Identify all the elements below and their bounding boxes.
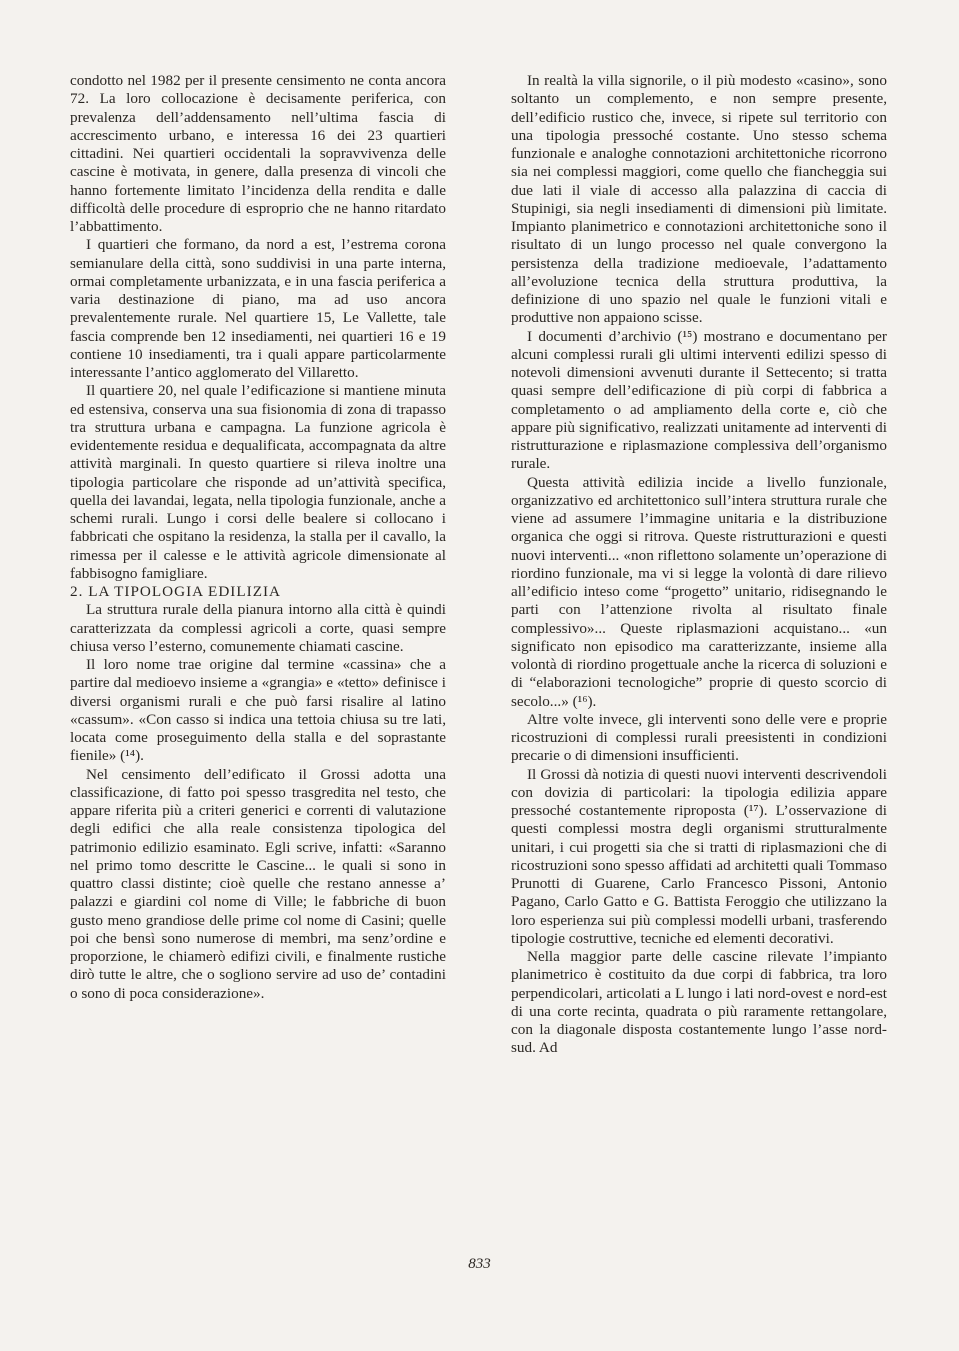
- paragraph: I quartieri che formano, da nord a est, l’estrema corona semianulare della città, sono suddivisi in una parte interna, ormai completamente urbanizzata, e in una fascia periferica a varia destinazione di piano, ma ad uso ancora prevalentemente rurale. Nel quartiere 15, Le Vallette, tale fascia comprende ben 12 insediamenti, nei quartieri 16 e 19 contiene 10 insediamenti, tra i quali appare particolarmente interessante l’antico agglomerato del Villaretto.: [70, 236, 446, 381]
- paragraph: Nella maggior parte delle cascine rilevate l’impianto planimetrico è costituito da due corpi di fabbrica, tra loro perpendicolari, articolati a L lungo i lati nord-ovest e nord-est di una corte recinta, quadrata o più raramente rettangolare, con la diagonale disposta costantemente lungo l’asse nord-sud. Ad: [511, 948, 887, 1057]
- paragraph: Questa attività edilizia incide a livello funzionale, organizzativo ed architettonico sull’intera struttura rurale che viene ad assumere l’immagine unitaria e la distribuzione organica che oggi si ritrova. Queste ristrutturazioni e questi nuovi interventi... «non riflettono solamente un’operazione di riordino funzionale, ma vi si legge la volontà di dare rilievo all’edificio inteso come “progetto” unitario, ridisegnando le parti con l’attenzione rivolta al risultato finale complessivo»... Queste riplasmazioni acquistano... «un significato non episodico ma caratterizzante, insieme alla volontà di riordino progettuale anche la ricerca di soluzioni e di “elaborazioni tecnologiche” proprie di questo scorcio di secolo...» (¹⁶).: [511, 473, 887, 710]
- paragraph: Il Grossi dà notizia di questi nuovi interventi descrivendoli con dovizia di particolari: la tipologia edilizia appare pressoché costantemente riproposta (¹⁷). L’osservazione di questi complessi mostra degli organismi strutturalmente unitari, i cui progetti sia che si tratti di riplasmazioni che di ricostruzioni sono spesso affidati ad architetti quali Tommaso Prunotti di Guarene, Carlo Francesco Pissoni, Antonio Pagano, Carlo Gatto e G. Battista Feroggio che utilizzano la loro esperienza sui più complessi modelli urbani, trasferendo tipologie costruttive, tecniche ed elementi decorativi.: [511, 765, 887, 947]
- paragraph: Il loro nome trae origine dal termine «cassina» che a partire dal medioevo insieme a «grangia» e «tetto» definisce i diversi organismi rurali e che può farsi risalire al latino «cassum». «Con casso si indica una tettoia chiusa su tre lati, locata come proseguimento della stalla e del soprastante fienile» (¹⁴).: [70, 656, 446, 765]
- right-column: [511, 72, 887, 1058]
- paragraph: condotto nel 1982 per il presente censimento ne conta ancora 72. La loro collocazione è decisamente periferica, con prevalenza dell’addensamento nell’ultima fascia di accrescimento urbano, e interessa 16 dei 23 quartieri cittadini. Nei quartieri occidentali la sopravvivenza delle cascine è motivata, in genere, dalla presenza di vincoli che hanno fortemente limitato l’incidenza della rendita e dalle difficoltà delle procedure di esproprio che ne hanno ritardato l’abbattimento.: [70, 72, 446, 235]
- page-number: 833: [468, 1256, 491, 1272]
- paragraph: Altre volte invece, gli interventi sono delle vere e proprie ricostruzioni di complessi rurali preesistenti in condizioni precarie o di dimensioni insufficienti.: [511, 710, 887, 765]
- paragraph: I documenti d’archivio (¹⁵) mostrano e documentano per alcuni complessi rurali gli ultimi interventi edilizi spesso di notevoli dimensioni avvenuti durante il Settecento; si tratta quasi sempre dell’edificazione di più corpi di fabbrica a completamento o ad ampliamento della corte e, ciò che appare più significativo, realizzati unitamente ad interventi di ristrutturazione e riplasmazione complessiva dell’organismo rurale.: [511, 327, 887, 473]
- paragraph: Nel censimento dell’edificato il Grossi adotta una classificazione, di fatto poi spesso trasgredita nel testo, che appare riferita più a criteri generici e correnti di valutazione degli edifici che alla reale consistenza tipologica del patrimonio edilizio esaminato. Egli scrive, infatti: «Saranno nel primo tomo descritte le Cascine... le quali si sono in quattro classi distinte; cioè quelle che restano annesse a’ palazzi e giardini col nome di Ville; le fabbriche di buon gusto meno grandiose delle prime col nome di Casini; quelle poi che bensì sono numerose di membri, ma senz’ordine e proporzione, le chiamerò edifizi civili, e finalmente rustiche dirò tutte le altre, che o sogliono servire ad uso de’ contadini o sono di poca considerazione».: [70, 765, 446, 1002]
- left-column: [70, 72, 446, 1003]
- paragraph: La struttura rurale della pianura intorno alla città è quindi caratterizzata da complessi agricoli a corte, quasi sempre chiusa verso l’esterno, comunemente chiamati cascine.: [70, 601, 446, 655]
- section-heading: 2. LA TIPOLOGIA EDILIZIA: [70, 583, 282, 600]
- paragraph: In realtà la villa signorile, o il più modesto «casino», sono soltanto un complemento, e non sempre presente, dell’edificio rustico che, invece, si ripete sul territorio con una tipologia pressoché costante. Uno stesso schema funzionale e analoghe connotazioni architettoniche ricorrono sia nei complessi maggiori, come quello che fiancheggia sui due lati il viale di accesso alla palazzina di caccia di Stupinigi, sia negli insediamenti di dimensioni più limitate. Impianto planimetrico e connotazioni architettoniche sono il risultato di un lungo processo nel quale convergono la persistenza della tradizione medioevale, l’adattamento all’evoluzione tecnica della struttura produttiva, la definizione di uno spazio nel quale le funzioni vitali e produttive non appaiono scisse.: [511, 72, 887, 327]
- paragraph: Il quartiere 20, nel quale l’edificazione si mantiene minuta ed estensiva, conserva una sua fisionomia di zona di trapasso tra struttura urbana e campagna. La funzione agricola è evidentemente residua e dequalificata, accompagnata da altre attività marginali. In questo quartiere si rileva inoltre una tipologia particolare che risponde ad un’attività specifica, quella dei lavandai, legata, nella tipologia funzionale, anche a schemi rurali. Lungo i corsi delle bealere si collocano i fabbricati che ospitano la residenza, la stalla per il cavallo, la rimessa per il calesse e le attività agricole dimensionate al fabbisogno famigliare.: [70, 382, 446, 582]
